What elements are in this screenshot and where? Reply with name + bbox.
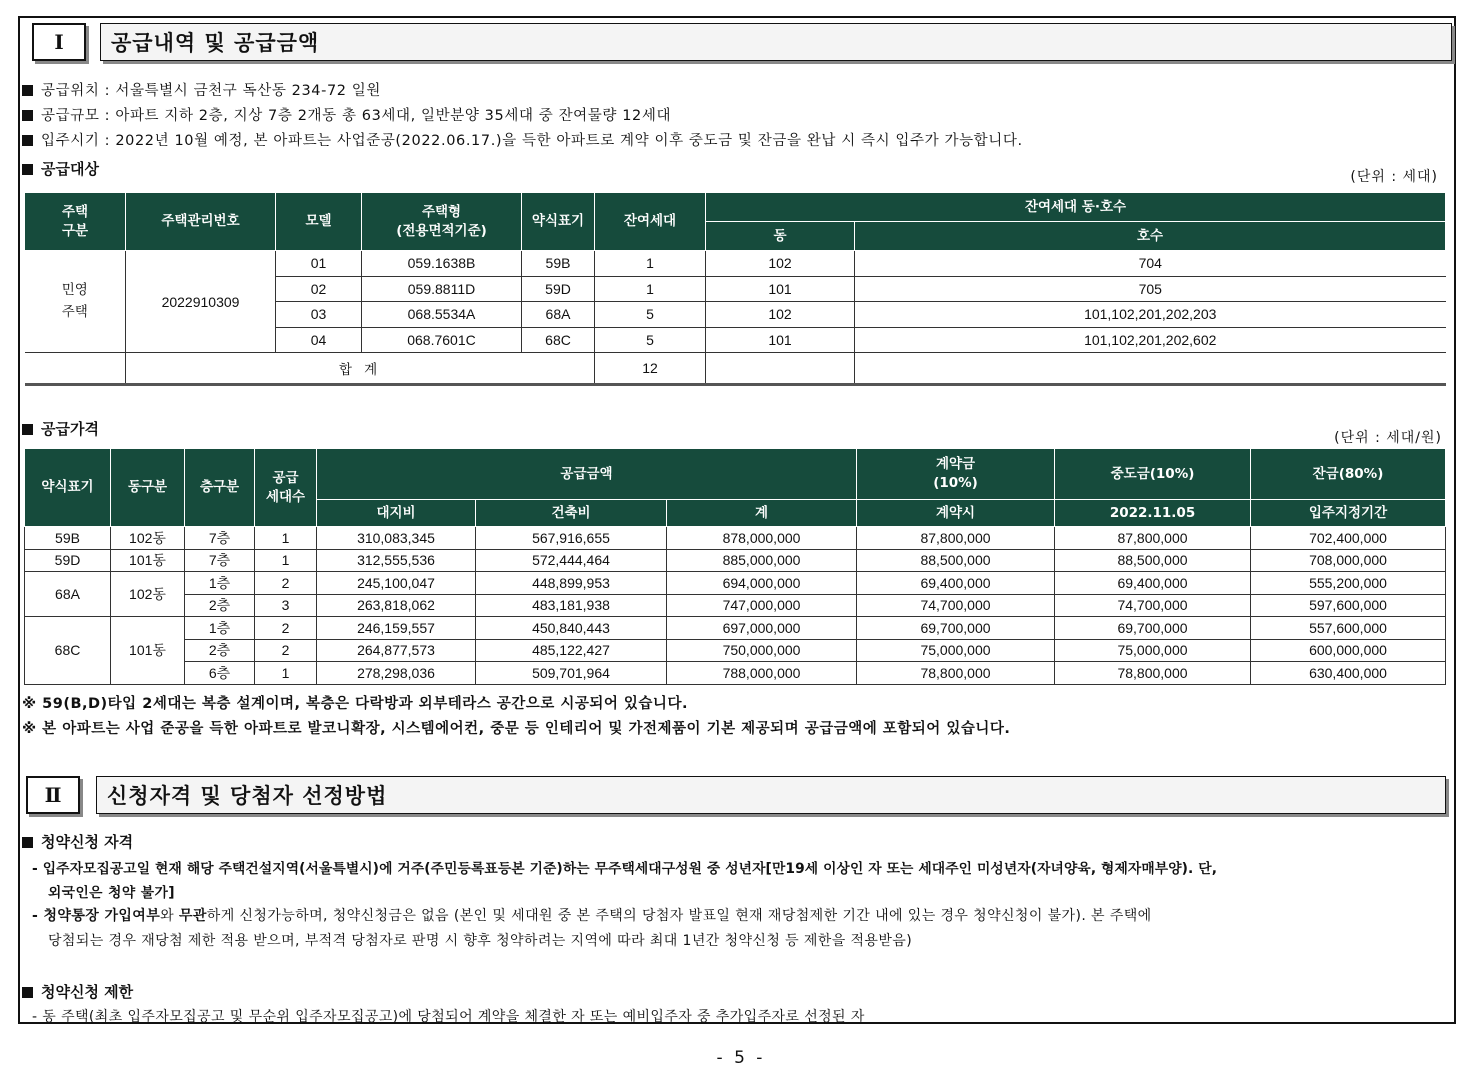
bullet-square-icon (22, 837, 33, 848)
house-kind-cell: 민영 주택 (25, 251, 126, 353)
floor-cell: 1층 (185, 572, 255, 595)
deposit-cell: 87,800,000 (857, 527, 1055, 550)
land-cell: 312,555,536 (317, 549, 476, 572)
sum-cell: 878,000,000 (667, 527, 857, 550)
mid-cell: 78,800,000 (1055, 662, 1251, 685)
header-dong: 동 (706, 222, 855, 251)
type-cell: 068.7601C (362, 327, 522, 353)
remain-cell: 1 (595, 251, 706, 277)
header-remain: 잔여세대 (595, 193, 706, 251)
floor-cell: 7층 (185, 527, 255, 550)
total-dong-empty (706, 353, 855, 385)
sum-cell: 788,000,000 (667, 662, 857, 685)
header-sum: 계 (667, 500, 857, 527)
table-row (25, 639, 1446, 662)
land-cell: 245,100,047 (317, 572, 476, 595)
header-mgmt-no: 주택관리번호 (126, 193, 276, 251)
floor-cell: 1층 (185, 617, 255, 640)
header-mid: 중도금(10%) (1055, 449, 1251, 500)
move-in-line: 입주시기 : 2022년 10월 예정, 본 아파트는 사업준공(2022.06.17.)을 득한 아파트로 계약 이후 중도금 및 잔금을 완납 시 즉시 입주가 가능합니다. (22, 129, 1023, 150)
supply-location-line: 공급위치 : 서울특별시 금천구 독산동 234-72 일원 (22, 79, 381, 100)
bullet-square-icon (22, 987, 33, 998)
balance-cell: 555,200,000 (1251, 572, 1446, 595)
header-area-type: 주택형 (전용면적기준) (362, 193, 522, 251)
land-cell: 246,159,557 (317, 617, 476, 640)
model-cell: 04 (276, 327, 362, 353)
short-cell: 59B (25, 527, 111, 550)
section-2-title: 신청자격 및 당첨자 선정방법 (96, 776, 1446, 814)
dong-cell: 102동 (111, 527, 185, 550)
balance-cell: 702,400,000 (1251, 527, 1446, 550)
type-cell: 059.1638B (362, 251, 522, 277)
sum-cell: 885,000,000 (667, 549, 857, 572)
ho-cell: 704 (855, 251, 1446, 277)
section-2-header (26, 776, 1449, 816)
deposit-cell: 75,000,000 (857, 639, 1055, 662)
mgmt-number-cell: 2022910309 (126, 251, 276, 353)
building-cell: 483,181,938 (476, 594, 667, 617)
qualification-line-2: 외국인은 청약 불가] (48, 885, 175, 901)
restriction-label: 청약신청 제한 (22, 981, 133, 1002)
header-ho: 호수 (855, 222, 1446, 251)
dong-cell: 102 (706, 251, 855, 277)
bullet-square-icon (22, 110, 33, 121)
header-short: 약식표기 (25, 449, 111, 527)
short-cell: 59B (522, 251, 595, 277)
count-cell: 2 (255, 617, 317, 640)
qualification-line-3: - 청약통장 가입여부와 무관하게 신청가능하며, 청약신청금은 없음 (본인 및 세대원 중 본 주택의 당첨자 발표일 현재 재당첨제한 기간 내에 있는 경우 청약신청이 불가). 본 주택에 (32, 908, 1152, 924)
short-cell: 68C (25, 617, 111, 685)
header-building: 건축비 (476, 500, 667, 527)
bullet-square-icon (22, 85, 33, 96)
building-cell: 572,444,464 (476, 549, 667, 572)
model-cell: 01 (276, 251, 362, 277)
sum-cell: 747,000,000 (667, 594, 857, 617)
dong-cell: 101동 (111, 549, 185, 572)
supply-scale-line: 공급규모 : 아파트 지하 2층, 지상 7층 2개동 총 63세대, 일반분양 35세대 중 잔여물량 12세대 (22, 104, 671, 125)
header-count: 공급 세대수 (255, 449, 317, 527)
short-cell: 59D (522, 276, 595, 302)
sum-cell: 694,000,000 (667, 572, 857, 595)
dong-cell: 102 (706, 302, 855, 328)
balance-cell: 600,000,000 (1251, 639, 1446, 662)
short-cell: 68A (25, 572, 111, 617)
deposit-cell: 88,500,000 (857, 549, 1055, 572)
table-row (25, 572, 1446, 595)
bullet-square-icon (22, 135, 33, 146)
header-mid-sub: 2022.11.05 (1055, 500, 1251, 527)
short-cell: 68A (522, 302, 595, 328)
sum-cell: 697,000,000 (667, 617, 857, 640)
header-land: 대지비 (317, 500, 476, 527)
header-amount: 공급금액 (317, 449, 857, 500)
supply-target-label: 공급대상 (22, 158, 99, 179)
header-dong-ho: 잔여세대 동·호수 (706, 193, 1446, 222)
dong-cell: 102동 (111, 572, 185, 617)
type-cell: 059.8811D (362, 276, 522, 302)
supply-target-table (24, 192, 1446, 386)
mid-cell: 69,700,000 (1055, 617, 1251, 640)
deposit-cell: 78,800,000 (857, 662, 1055, 685)
table-row (25, 617, 1446, 640)
land-cell: 264,877,573 (317, 639, 476, 662)
supply-price-label: 공급가격 (22, 418, 99, 439)
note-included-options: ※ 본 아파트는 사업 준공을 득한 아파트로 발코니확장, 시스템에어컨, 중문 등 인테리어 및 가전제품이 기본 제공되며 공급금액에 포함되어 있습니다. (22, 721, 1011, 737)
total-ho-empty (855, 353, 1446, 385)
bullet-square-icon (22, 424, 33, 435)
model-cell: 02 (276, 276, 362, 302)
header-balance-sub: 입주지정기간 (1251, 500, 1446, 527)
deposit-cell: 74,700,000 (857, 594, 1055, 617)
mid-cell: 69,400,000 (1055, 572, 1251, 595)
total-label: 합 계 (126, 353, 595, 385)
restriction-line: - 동 주택(최초 입주자모집공고 및 무순위 입주자모집공고)에 당첨되어 계약을 체결한 자 또는 예비입주자 중 추가입주자로 선정된 자 (32, 1009, 865, 1025)
total-value: 12 (595, 353, 706, 385)
floor-cell: 6층 (185, 662, 255, 685)
mid-cell: 87,800,000 (1055, 527, 1251, 550)
building-cell: 485,122,427 (476, 639, 667, 662)
short-cell: 68C (522, 327, 595, 353)
section-1-number: Ⅰ (32, 23, 86, 61)
sum-cell: 750,000,000 (667, 639, 857, 662)
section-1-title: 공급내역 및 공급금액 (100, 23, 1452, 61)
remain-cell: 5 (595, 327, 706, 353)
qualification-line-1: - 입주자모집공고일 현재 해당 주택건설지역(서울특별시)에 거주(주민등록표등본 기준)하는 무주택세대구성원 중 성년자[만19세 이상인 자 또는 세대주인 미성년자(자녀양육, 형제자매부양). 단, (32, 861, 1218, 877)
mid-cell: 74,700,000 (1055, 594, 1251, 617)
header-dong: 동구분 (111, 449, 185, 527)
total-row (25, 353, 1446, 385)
count-cell: 1 (255, 662, 317, 685)
section-2-number: Ⅱ (26, 776, 80, 814)
type-cell: 068.5534A (362, 302, 522, 328)
supply-price-unit: (단위 : 세대/원) (1334, 430, 1442, 446)
qualification-line-4: 당첨되는 경우 재당첨 제한 적용 받으며, 부적격 당첨자로 판명 시 향후 청약하려는 지역에 따라 최대 1년간 청약신청 등 제한을 적용받음) (48, 933, 913, 949)
remain-cell: 1 (595, 276, 706, 302)
model-cell: 03 (276, 302, 362, 328)
total-empty-cell (25, 353, 126, 385)
table-row (25, 662, 1446, 685)
land-cell: 310,083,345 (317, 527, 476, 550)
header-house-type: 주택 구분 (25, 193, 126, 251)
ho-cell: 705 (855, 276, 1446, 302)
count-cell: 1 (255, 549, 317, 572)
balance-cell: 597,600,000 (1251, 594, 1446, 617)
header-floor: 층구분 (185, 449, 255, 527)
dong-cell: 101 (706, 276, 855, 302)
qualification-label: 청약신청 자격 (22, 831, 133, 852)
building-cell: 448,899,953 (476, 572, 667, 595)
short-cell: 59D (25, 549, 111, 572)
mid-cell: 75,000,000 (1055, 639, 1251, 662)
section-1-header (32, 23, 1455, 63)
ho-cell: 101,102,201,202,203 (855, 302, 1446, 328)
building-cell: 567,916,655 (476, 527, 667, 550)
supply-price-table (24, 448, 1446, 685)
land-cell: 263,818,062 (317, 594, 476, 617)
building-cell: 450,840,443 (476, 617, 667, 640)
dong-cell: 101 (706, 327, 855, 353)
table-row (25, 527, 1446, 550)
balance-cell: 708,000,000 (1251, 549, 1446, 572)
floor-cell: 7층 (185, 549, 255, 572)
land-cell: 278,298,036 (317, 662, 476, 685)
bullet-square-icon (22, 164, 33, 175)
deposit-cell: 69,400,000 (857, 572, 1055, 595)
table-row (25, 594, 1446, 617)
table-row (25, 251, 1446, 277)
table-row (25, 549, 1446, 572)
header-deposit-sub: 계약시 (857, 500, 1055, 527)
mid-cell: 88,500,000 (1055, 549, 1251, 572)
supply-target-unit: (단위 : 세대) (1350, 169, 1438, 185)
floor-cell: 2층 (185, 639, 255, 662)
header-balance: 잔금(80%) (1251, 449, 1446, 500)
building-cell: 509,701,964 (476, 662, 667, 685)
remain-cell: 5 (595, 302, 706, 328)
count-cell: 2 (255, 639, 317, 662)
deposit-cell: 69,700,000 (857, 617, 1055, 640)
balance-cell: 557,600,000 (1251, 617, 1446, 640)
count-cell: 3 (255, 594, 317, 617)
header-model: 모델 (276, 193, 362, 251)
ho-cell: 101,102,201,202,602 (855, 327, 1446, 353)
count-cell: 2 (255, 572, 317, 595)
balance-cell: 630,400,000 (1251, 662, 1446, 685)
count-cell: 1 (255, 527, 317, 550)
page-number: - 5 - (716, 1048, 766, 1068)
floor-cell: 2층 (185, 594, 255, 617)
header-short: 약식표기 (522, 193, 595, 251)
header-deposit: 계약금 (10%) (857, 449, 1055, 500)
dong-cell: 101동 (111, 617, 185, 685)
note-duplex: ※ 59(B,D)타입 2세대는 복층 설계이며, 복층은 다락방과 외부테라스 공간으로 시공되어 있습니다. (22, 696, 688, 712)
